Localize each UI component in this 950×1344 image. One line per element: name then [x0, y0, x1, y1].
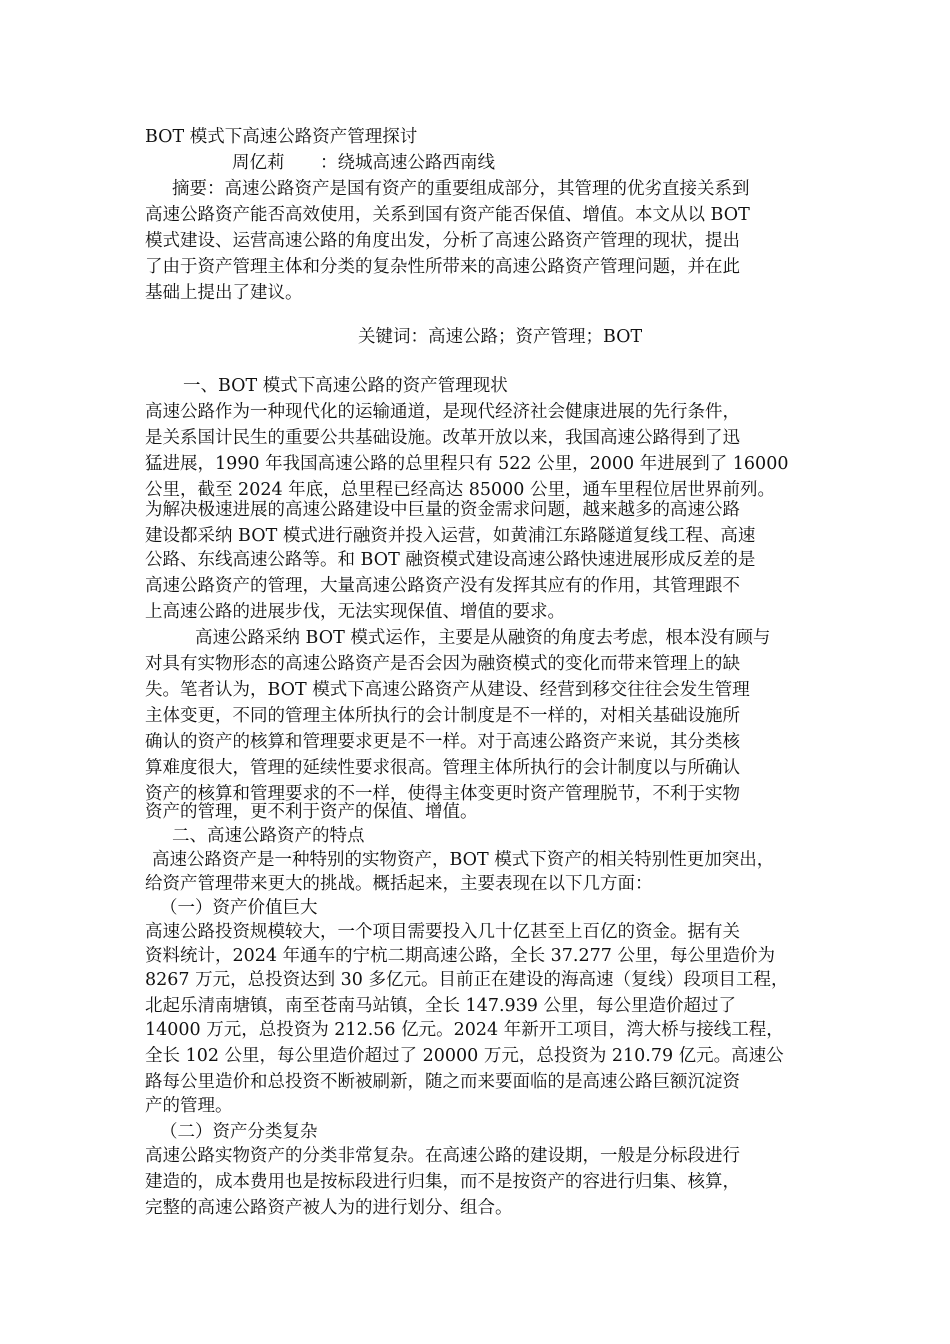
paragraph-line: 失。笔者认为，BOT 模式下高速公路资产从建设、经营到移交往往会发生管理 [145, 680, 750, 700]
paragraph-line: 高速公路资产的管理，大量高速公路资产没有发挥其应有的作用，其管理跟不 [145, 576, 740, 596]
paragraph-line: 完整的高速公路资产被人为的进行划分、组合。 [145, 1198, 513, 1218]
section-heading: 二、高速公路资产的特点 [172, 826, 365, 846]
paragraph-line: 建设都采纳 BOT 模式进行融资并投入运营，如黄浦江东路隧道复线工程、高速 [145, 526, 756, 546]
paragraph-line: 高速公路采纳 BOT 模式运作，主要是从融资的角度去考虑，根本没有顾与 [195, 628, 771, 648]
paragraph-line: 资料统计，2024 年通车的宁杭二期高速公路，全长 37.277 公里，每公里造价为 [145, 946, 775, 966]
abstract-line: 摘要：高速公路资产是国有资产的重要组成部分，其管理的优劣直接关系到 [172, 179, 750, 199]
paragraph-line: 公路、东线高速公路等。和 BOT 融资模式建设高速公路快速进展形成反差的是 [145, 550, 756, 570]
paragraph-line: 高速公路实物资产的分类非常复杂。在高速公路的建设期，一般是分标段进行 [145, 1146, 740, 1166]
abstract-line: 基础上提出了建议。 [145, 283, 303, 303]
author-name: 周亿莉 [232, 153, 285, 173]
author-affiliation: ：绕城高速公路西南线 [320, 153, 495, 173]
paragraph-line: 资产的核算和管理要求的不一样，使得主体变更时资产管理脱节，不利于实物 [145, 784, 740, 804]
paragraph-line: 猛进展，1990 年我国高速公路的总里程只有 522 公里，2000 年进展到了 16000 [145, 454, 789, 474]
paragraph-line: 8267 万元，总投资达到 30 多亿元。目前正在建设的海高速（复线）段项目工程， [145, 970, 789, 990]
paragraph-line: 高速公路作为一种现代化的运输通道，是现代经济社会健康进展的先行条件， [145, 402, 740, 422]
paragraph-line: 为解决极速进展的高速公路建设中巨量的资金需求问题，越来越多的高速公路 [145, 500, 740, 520]
subsection-heading: （二）资产分类复杂 [160, 1122, 318, 1142]
section-heading: 一、BOT 模式下高速公路的资产管理现状 [183, 376, 508, 396]
paragraph-line: 北起乐清南塘镇，南至苍南马站镇，全长 147.939 公里，每公里造价超过了 [145, 996, 736, 1016]
subsection-heading: （一）资产价值巨大 [160, 898, 318, 918]
paragraph-line: 产的管理。 [145, 1096, 233, 1116]
paragraph-line: 是关系国计民生的重要公共基础设施。改革开放以来，我国高速公路得到了迅 [145, 428, 740, 448]
paragraph-line: 算难度很大，管理的延续性要求很高。管理主体所执行的会计制度以与所确认 [145, 758, 740, 778]
document-title: BOT 模式下高速公路资产管理探讨 [145, 127, 418, 147]
paragraph-line: 公里，截至 2024 年底，总里程已经高达 85000 公里，通车里程位居世界前列。 [145, 480, 775, 500]
abstract-line: 了由于资产管理主体和分类的复杂性所带来的高速公路资产管理问题，并在此 [145, 257, 740, 277]
paragraph-line: 主体变更，不同的管理主体所执行的会计制度是不一样的，对相关基础设施所 [145, 706, 740, 726]
paragraph-line: 高速公路投资规模较大，一个项目需要投入几十亿甚至上百亿的资金。据有关 [145, 922, 740, 942]
abstract-line: 高速公路资产能否高效使用，关系到国有资产能否保值、增值。本文从以 BOT [145, 205, 750, 225]
paragraph-line: 建造的，成本费用也是按标段进行归集，而不是按资产的容进行归集、核算， [145, 1172, 740, 1192]
abstract-line: 模式建设、运营高速公路的角度出发，分析了高速公路资产管理的现状，提出 [145, 231, 740, 251]
paragraph-line: 14000 万元，总投资为 212.56 亿元。2024 年新开工项目，湾大桥与接线工程， [145, 1020, 784, 1040]
paragraph-line: 高速公路资产是一种特别的实物资产，BOT 模式下资产的相关特别性更加突出， [152, 850, 775, 870]
paragraph-line: 路每公里造价和总投资不断被刷新，随之而来要面临的是高速公路巨额沉淀资 [145, 1072, 740, 1092]
keywords: 关键词：高速公路；资产管理；BOT [358, 327, 643, 347]
paragraph-line: 上高速公路的进展步伐，无法实现保值、增值的要求。 [145, 602, 565, 622]
paragraph-line: 给资产管理带来更大的挑战。概括起来，主要表现在以下几方面： [145, 874, 653, 894]
paragraph-line: 确认的资产的核算和管理要求更是不一样。对于高速公路资产来说，其分类核 [145, 732, 740, 752]
paragraph-line: 资产的管理，更不利于资产的保值、增值。 [145, 802, 478, 822]
paragraph-line: 对具有实物形态的高速公路资产是否会因为融资模式的变化而带来管理上的缺 [145, 654, 740, 674]
paragraph-line: 全长 102 公里，每公里造价超过了 20000 万元，总投资为 210.79 亿元。高速公 [145, 1046, 784, 1066]
